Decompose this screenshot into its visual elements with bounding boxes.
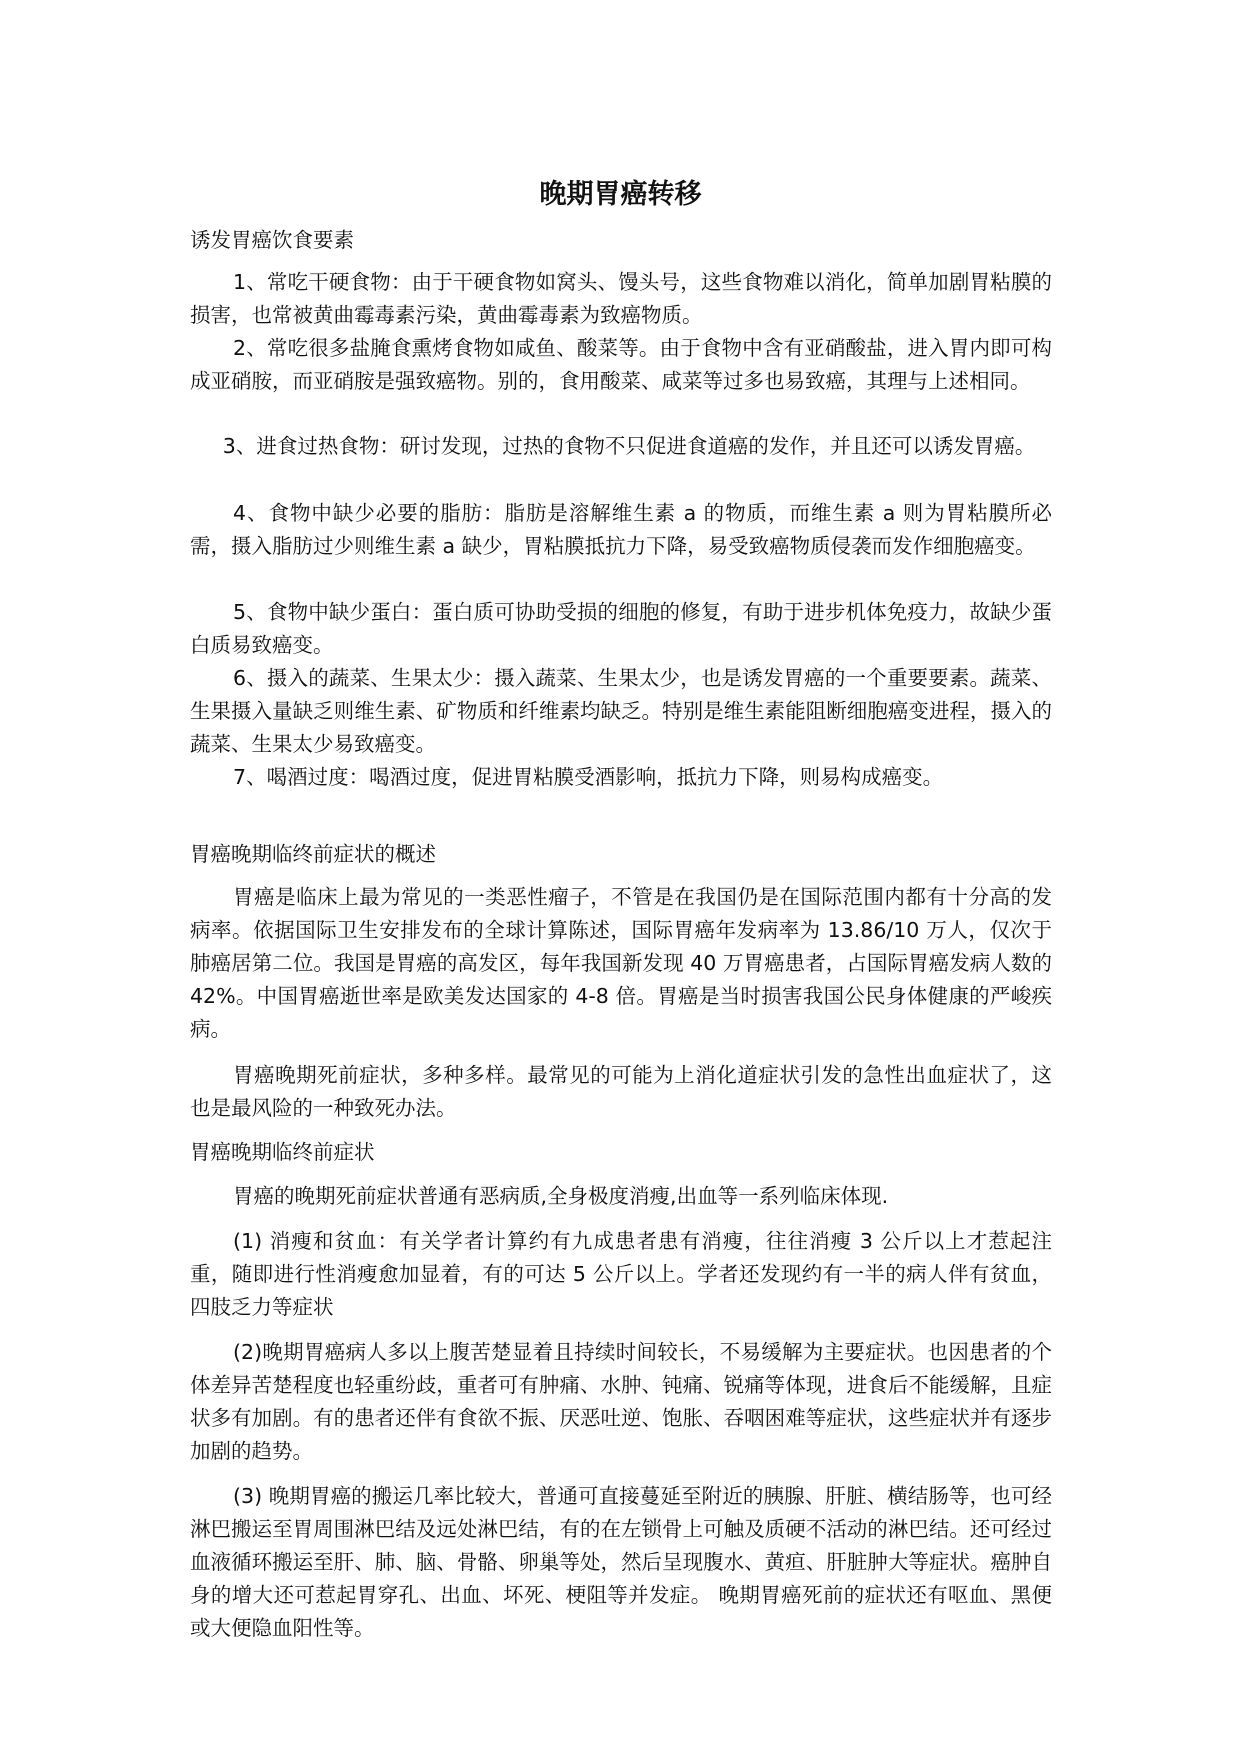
paragraph: (2)晚期胃癌病人多以上腹苦楚显着且持续时间较长，不易缓解为主要症状。也因患者的个体差异苦楚程度也轻重纷歧，重者可有肿痛、水肿、钝痛、锐痛等体现，进食后不能缓解，且症状多有加剧。有的患者还伴有食欲不振、厌恶吐逆、饱胀、吞咽困难等症状，这些症状并有逐步加剧的趋势。 [190, 1340, 1052, 1463]
section-heading: 胃癌晚期临终前症状 [190, 1140, 375, 1164]
paragraph: 胃癌是临床上最为常见的一类恶性瘤子，不管是在我国仍是在国际范围内都有十分高的发病率。依据国际卫生安排发布的全球计算陈述，国际胃癌年发病率为 13.86/10 万人，仅次于肺癌居第二位。我国是胃癌的高发区，每年我国新发现 40 万胃癌患者，占国际胃癌发病人数的 42%。中国胃癌逝世率是欧美发达国家的 4-8 倍。胃癌是当时损害我国公民身体健康的严峻疾病。 [190, 885, 1052, 1041]
paragraph: 7、喝酒过度：喝酒过度，促进胃粘膜受酒影响，抵抗力下降，则易构成癌变。 [233, 765, 944, 789]
paragraph: 2、常吃很多盐腌食熏烤食物如咸鱼、酸菜等。由于食物中含有亚硝酸盐，进入胃内即可构成亚硝胺，而亚硝胺是强致癌物。别的，食用酸菜、咸菜等过多也易致癌，其理与上述相同。 [190, 336, 1052, 393]
paragraph: 1、常吃干硬食物：由于干硬食物如窝头、馒头号，这些食物难以消化，简单加剧胃粘膜的损害，也常被黄曲霉毒素污染，黄曲霉毒素为致癌物质。 [190, 270, 1052, 327]
paragraph: (1) 消瘦和贫血：有关学者计算约有九成患者患有消瘦，往往消瘦 3 公斤以上才惹起注重，随即进行性消瘦愈加显着，有的可达 5 公斤以上。学者还发现约有一半的病人伴有贫血，四肢乏力等症状 [190, 1229, 1052, 1319]
paragraph: 4、食物中缺少必要的脂肪：脂肪是溶解维生素 a 的物质，而维生素 a 则为胃粘膜所必需，摄入脂肪过少则维生素 a 缺少，胃粘膜抵抗力下降，易受致癌物质侵袭而发作细胞癌变。 [190, 501, 1052, 558]
paragraph: 6、摄入的蔬菜、生果太少：摄入蔬菜、生果太少，也是诱发胃癌的一个重要要素。蔬菜、生果摄入量缺乏则维生素、矿物质和纤维素均缺乏。特别是维生素能阻断细胞癌变进程，摄入的蔬菜、生果太少易致癌变。 [190, 666, 1052, 756]
document-title: 晚期胃癌转移 [539, 179, 702, 210]
section-heading: 诱发胃癌饮食要素 [190, 228, 354, 252]
paragraph: 胃癌的晚期死前症状普通有恶病质,全身极度消瘦,出血等一系列临床体现. [233, 1184, 889, 1208]
paragraph: 5、食物中缺少蛋白：蛋白质可协助受损的细胞的修复，有助于进步机体免疫力，故缺少蛋白质易致癌变。 [190, 600, 1052, 657]
section-heading: 胃癌晚期临终前症状的概述 [190, 842, 436, 866]
paragraph: 3、进食过热食物：研讨发现，过热的食物不只促进食道癌的发作，并且还可以诱发胃癌。 [222, 434, 1036, 458]
paragraph: 胃癌晚期死前症状，多种多样。最常见的可能为上消化道症状引发的急性出血症状了，这也是最风险的一种致死办法。 [190, 1063, 1052, 1120]
paragraph: (3) 晚期胃癌的搬运几率比较大，普通可直接蔓延至附近的胰腺、肝脏、横结肠等，也可经淋巴搬运至胃周围淋巴结及远处淋巴结，有的在左锁骨上可触及质硬不活动的淋巴结。还可经过血液循环搬运至肝、肺、脑、骨骼、卵巢等处，然后呈现腹水、黄疸、肝脏肿大等症状。癌肿自身的增大还可惹起胃穿孔、出血、坏死、梗阻等并发症。 晚期胃癌死前的症状还有呕血、黑便或大便隐血阳性等。 [190, 1484, 1052, 1640]
